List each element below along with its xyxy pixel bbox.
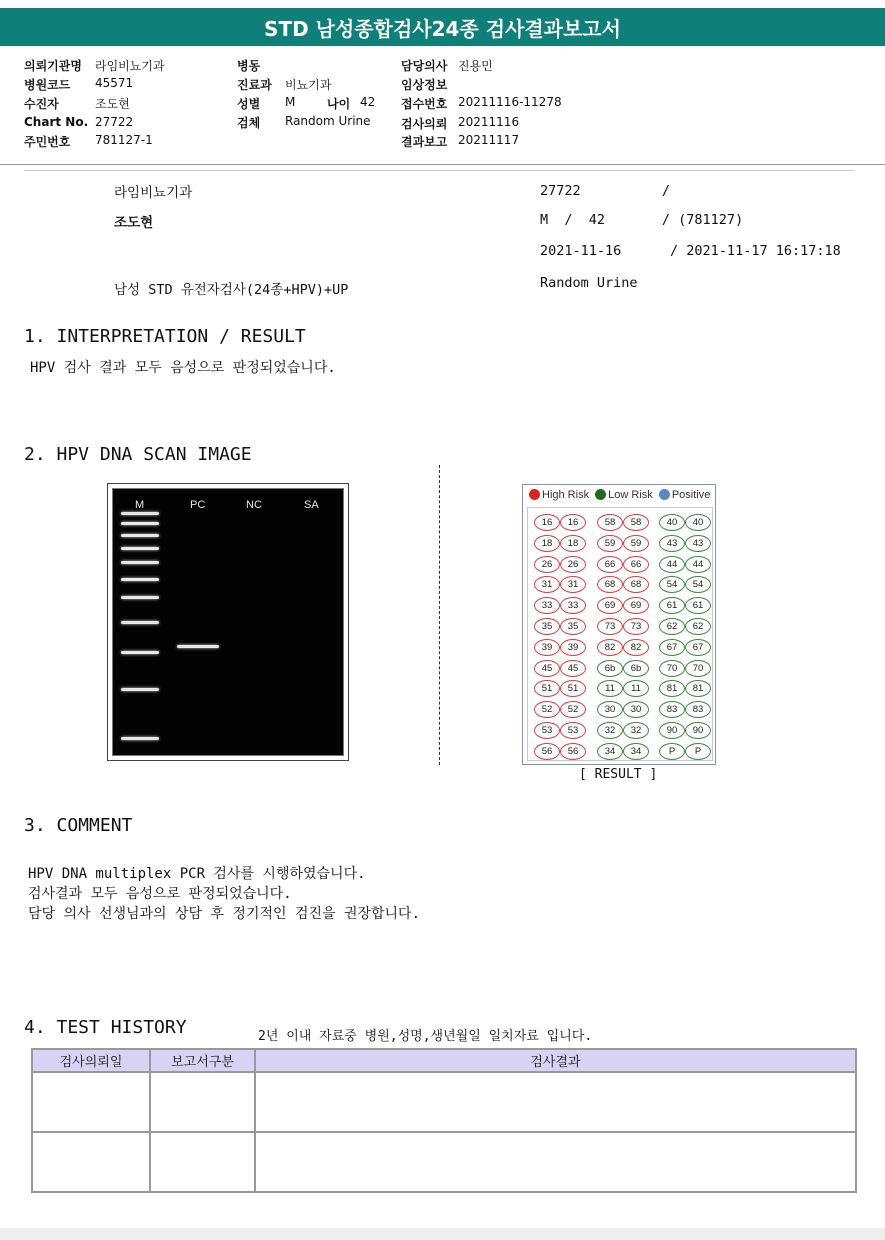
hpv-type-cell: 70: [685, 660, 711, 677]
hpv-type-cell: 66: [623, 556, 649, 573]
clinical-info-label: 임상정보: [401, 78, 448, 92]
summary-chart-line: 27722 /: [540, 183, 671, 199]
hpv-type-cell: 33: [534, 597, 560, 614]
summary-test-name: 남성 STD 유전자검사(24종+HPV)+UP: [114, 282, 349, 298]
hpv-type-cell: 43: [685, 535, 711, 552]
gel-panel: [112, 488, 344, 756]
hospital-label: 의뢰기관명: [24, 59, 82, 73]
sex-value: M: [285, 95, 296, 109]
ladder-band: [121, 596, 159, 599]
low-risk-dot-icon: [595, 489, 606, 500]
summary-sex-age-line: M / 42 / (781127): [540, 212, 744, 228]
comment-line: HPV DNA multiplex PCR 검사를 시행하였습니다.: [28, 866, 366, 882]
legend-high-risk: High Risk: [542, 489, 590, 501]
hpv-type-cell: 30: [597, 701, 623, 718]
hpv-type-cell: 59: [623, 535, 649, 552]
hpv-type-cell: 32: [623, 722, 649, 739]
hpv-type-cell: 31: [534, 576, 560, 593]
specimen-label: 검체: [237, 116, 261, 130]
hpv-type-cell: 18: [560, 535, 586, 552]
ladder-band: [121, 578, 159, 581]
hpv-type-cell: 54: [659, 576, 685, 593]
hpv-type-cell: 67: [659, 639, 685, 656]
hpv-type-cell: 62: [685, 618, 711, 635]
request-date-label: 검사의뢰: [401, 117, 448, 131]
hpv-type-cell: 52: [534, 701, 560, 718]
table-cell: [150, 1132, 255, 1192]
ladder-band: [121, 651, 159, 654]
request-date-value: 20211116: [458, 115, 520, 129]
lane-label-nc: NC: [246, 499, 262, 511]
ward-label: 병동: [237, 59, 261, 73]
history-col-result: 검사결과: [255, 1049, 856, 1072]
hpv-type-cell: 51: [560, 680, 586, 697]
lane-label-pc: PC: [190, 499, 206, 511]
report-date-label: 결과보고: [401, 135, 448, 149]
hpv-type-cell: 90: [685, 722, 711, 739]
hpv-type-cell: 35: [560, 618, 586, 635]
hpv-type-cell: 68: [623, 576, 649, 593]
hpv-type-cell: 32: [597, 722, 623, 739]
hpv-type-cell: 61: [685, 597, 711, 614]
hpv-type-cell: 43: [659, 535, 685, 552]
ladder-band: [121, 534, 159, 537]
chart-no-label: Chart No.: [24, 115, 89, 129]
hpv-type-cell: 58: [597, 514, 623, 531]
hpv-type-cell: 59: [597, 535, 623, 552]
hospital-code-label: 병원코드: [24, 78, 71, 92]
report-date-value: 20211117: [458, 133, 520, 147]
comment-line: 담당 의사 선생님과의 상담 후 정기적인 검진을 권장합니다.: [28, 906, 421, 922]
hpv-type-cell: 82: [623, 639, 649, 656]
table-cell: [32, 1072, 150, 1132]
hpv-type-cell: 34: [597, 743, 623, 760]
hpv-type-cell: 53: [534, 722, 560, 739]
image-divider: [439, 465, 440, 765]
hpv-type-cell: 34: [623, 743, 649, 760]
header-divider: [0, 164, 885, 165]
history-table: [31, 1048, 857, 1193]
hpv-type-cell: 66: [597, 556, 623, 573]
ladder-band: [121, 522, 159, 525]
legend-positive: Positive: [671, 489, 711, 501]
chip-grid: [527, 507, 713, 761]
doctor-label: 담당의사: [401, 59, 448, 73]
lane-label-m: M: [135, 499, 145, 511]
interpretation-text: HPV 검사 결과 모두 음성으로 판정되었습니다.: [30, 360, 336, 376]
hpv-type-cell: 45: [534, 660, 560, 677]
hpv-type-cell: 62: [659, 618, 685, 635]
comment-line: 검사결과 모두 음성으로 판정되었습니다.: [28, 886, 292, 902]
hpv-type-cell: 11: [623, 680, 649, 697]
positive-dot-icon: [659, 489, 670, 500]
hpv-type-cell: 67: [685, 639, 711, 656]
hpv-type-cell: 61: [659, 597, 685, 614]
hpv-type-cell: 54: [685, 576, 711, 593]
hospital-code-value: 45571: [95, 76, 134, 90]
ladder-band: [121, 547, 159, 550]
summary-divider: [24, 170, 854, 171]
patient-label: 수진자: [24, 97, 59, 111]
department-label: 진료과: [237, 78, 272, 92]
resident-no-value: 781127-1: [95, 133, 153, 147]
hpv-type-cell: 73: [597, 618, 623, 635]
hpv-type-cell: 44: [659, 556, 685, 573]
legend-low-risk: Low Risk: [608, 489, 653, 501]
hpv-type-cell: 51: [534, 680, 560, 697]
high-risk-dot-icon: [529, 489, 540, 500]
summary-name: 조도현: [114, 215, 154, 231]
ladder-band: [121, 621, 159, 624]
hpv-type-cell: 16: [534, 514, 560, 531]
table-cell: [255, 1132, 856, 1192]
table-row: [32, 1072, 856, 1132]
hpv-type-cell: 52: [560, 701, 586, 718]
hpv-type-cell: 40: [659, 514, 685, 531]
hpv-type-cell: 44: [685, 556, 711, 573]
pc-band: [177, 645, 219, 648]
specimen-value: Random Urine: [285, 114, 371, 128]
hpv-type-cell: 81: [659, 680, 685, 697]
hpv-type-cell: 45: [560, 660, 586, 677]
hpv-type-cell: 11: [597, 680, 623, 697]
age-label: 나이: [327, 97, 351, 111]
section-history-title: 4. TEST HISTORY: [24, 1017, 187, 1038]
hpv-type-cell: 81: [685, 680, 711, 697]
hpv-type-cell: 83: [659, 701, 685, 718]
hpv-type-cell: 39: [534, 639, 560, 656]
hpv-type-cell: 16: [560, 514, 586, 531]
table-row: [32, 1132, 856, 1192]
hpv-type-cell: 30: [623, 701, 649, 718]
table-cell: [32, 1132, 150, 1192]
history-col-request-date: 검사의뢰일: [32, 1049, 150, 1072]
ladder-band: [121, 561, 159, 564]
hpv-type-cell: 68: [597, 576, 623, 593]
history-header-row: [32, 1049, 856, 1072]
ladder-band: [121, 688, 159, 691]
hpv-type-cell: 26: [534, 556, 560, 573]
ladder-band: [121, 737, 159, 740]
summary-date-line: 2021-11-16 / 2021-11-17 16:17:18: [540, 243, 841, 259]
hpv-type-cell: 35: [534, 618, 560, 635]
hpv-type-cell: P: [685, 743, 711, 760]
patient-value: 조도현: [95, 97, 130, 111]
hpv-type-cell: 6b: [623, 660, 649, 677]
chip-caption: [ RESULT ]: [579, 767, 658, 782]
hpv-type-cell: 56: [560, 743, 586, 760]
hpv-type-cell: 26: [560, 556, 586, 573]
hpv-type-cell: 53: [560, 722, 586, 739]
hpv-type-cell: 73: [623, 618, 649, 635]
hpv-type-cell: 18: [534, 535, 560, 552]
section-scan-image-title: 2. HPV DNA SCAN IMAGE: [24, 444, 252, 465]
gel-image: [107, 483, 349, 761]
hpv-type-cell: 70: [659, 660, 685, 677]
history-col-report-type: 보고서구분: [150, 1049, 255, 1072]
doctor-value: 진용민: [458, 59, 493, 73]
hpv-type-cell: 33: [560, 597, 586, 614]
chart-no-value: 27722: [95, 115, 134, 129]
sex-label: 성별: [237, 97, 261, 111]
hpv-type-cell: 58: [623, 514, 649, 531]
report-title: STD 남성종합검사24종 검사결과보고서: [0, 8, 885, 46]
hpv-type-cell: 6b: [597, 660, 623, 677]
hpv-type-cell: 83: [685, 701, 711, 718]
hpv-type-cell: 82: [597, 639, 623, 656]
hpv-type-cell: 90: [659, 722, 685, 739]
hpv-chip-result: [522, 484, 716, 765]
hpv-type-cell: 40: [685, 514, 711, 531]
hpv-type-cell: 31: [560, 576, 586, 593]
table-cell: [150, 1072, 255, 1132]
age-value: 42: [360, 95, 376, 109]
page-footer-bar: [0, 1228, 885, 1240]
resident-no-label: 주민번호: [24, 135, 71, 149]
hpv-type-cell: 56: [534, 743, 560, 760]
hpv-type-cell: 69: [597, 597, 623, 614]
lane-label-sa: SA: [304, 499, 319, 511]
hpv-type-cell: 69: [623, 597, 649, 614]
section-interpretation-title: 1. INTERPRETATION / RESULT: [24, 326, 306, 347]
ladder-band: [121, 512, 159, 515]
history-note: 2년 이내 자료중 병원,성명,생년월일 일치자료 입니다.: [258, 1029, 593, 1044]
summary-hospital: 라임비뇨기과: [114, 185, 193, 201]
receipt-no-value: 20211116-11278: [458, 95, 562, 109]
hospital-value: 라임비뇨기과: [95, 59, 165, 73]
receipt-no-label: 접수번호: [401, 97, 448, 111]
hpv-type-cell: P: [659, 743, 685, 760]
summary-specimen: Random Urine: [540, 275, 638, 291]
table-cell: [255, 1072, 856, 1132]
section-comment-title: 3. COMMENT: [24, 815, 133, 836]
department-value: 비뇨기과: [285, 78, 332, 92]
hpv-type-cell: 39: [560, 639, 586, 656]
chip-legend: [529, 489, 710, 501]
